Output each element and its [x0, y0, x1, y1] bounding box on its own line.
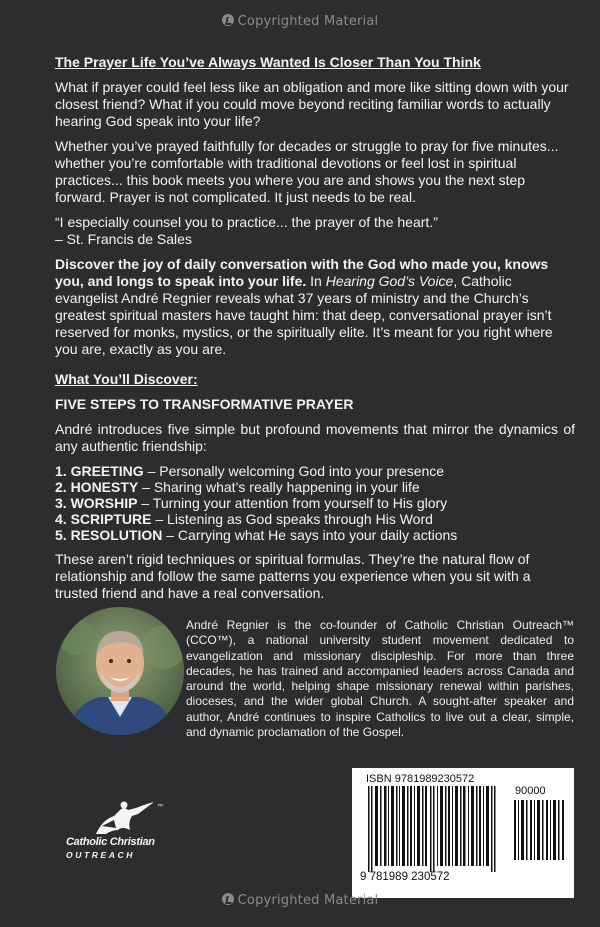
- steps-intro: André introduces five simple but profound movements that mirror the dynamics of any authentic friendship:: [55, 421, 575, 454]
- discover-paragraph: [55, 256, 575, 358]
- step-desc: – Personally welcoming God into your presence: [143, 463, 445, 479]
- discover-rest: , Catholic evangelist André Regnier reveals what 37 years of ministry and the Church’s greatest spiritual masters have taught him: that deep, conversational prayer isn’t reserved for monks, mystics, or the spiritually elite. It’s meant for you right where you are, exactly as you are.: [55, 273, 553, 357]
- main-heading: The Prayer Life You’ve Always Wanted Is Closer Than You Think: [55, 54, 481, 70]
- quote: “I especially counsel you to practice... the prayer of the heart.”: [55, 214, 438, 230]
- step-item: [55, 527, 575, 543]
- step-item: [55, 479, 575, 495]
- book-title: Hearing God’s Voice: [325, 273, 454, 289]
- barcode-digits: 9 781989 230572: [360, 871, 450, 883]
- closing-paragraph: These aren’t rigid techniques or spiritual formulas. They’re the natural flow of relationship and follow the same patterns you experience when you sit with a trusted friend and have a real conversation.: [55, 551, 531, 601]
- step-item: [55, 495, 575, 511]
- isbn-barcode: [352, 768, 574, 898]
- steps-list: [55, 463, 575, 543]
- step-desc: – Listening as God speaks through His Word: [151, 511, 433, 527]
- author-portrait-image: [56, 607, 184, 735]
- discover-pre: In: [306, 273, 326, 289]
- amazon-logo-icon: [222, 14, 234, 26]
- cco-figure-icon: [66, 800, 176, 836]
- cco-logo: [66, 800, 176, 865]
- step-label: 3. WORSHIP: [55, 495, 138, 511]
- step-label: 4. SCRIPTURE: [55, 511, 152, 527]
- logo-line1: Catholic Christian: [66, 836, 155, 848]
- amazon-logo-icon: [222, 893, 234, 905]
- watermark-top: [0, 14, 600, 29]
- author-photo: [56, 607, 184, 735]
- step-label: 2. HONESTY: [55, 479, 139, 495]
- step-desc: – Turning your attention from yourself to His glory: [137, 495, 448, 511]
- step-label: 5. RESOLUTION: [55, 527, 163, 543]
- step-label: 1. GREETING: [55, 463, 144, 479]
- price-barcode-bars: [512, 800, 566, 860]
- step-desc: – Carrying what He says into your daily actions: [162, 527, 458, 543]
- second-paragraph: Whether you’ve prayed faithfully for decades or struggle to pray for five minutes... whether you’re comfortable with traditional devotions or feel lost in spiritual practices... this book meets you where you are and shows you the next step forward. Prayer is not complicated. It just needs to be real.: [55, 138, 559, 205]
- step-item: [55, 511, 575, 527]
- quote-attribution: – St. Francis de Sales: [55, 231, 192, 247]
- intro-paragraph: What if prayer could feel less like an obligation and more like sitting down with your closest friend? What if you could move beyond reciting familiar words to actually hearing God speak into your life?: [55, 79, 569, 129]
- watermark-text: Copyrighted Material: [237, 893, 379, 908]
- author-bio: André Regnier is the co-founder of Catholic Christian Outreach™ (CCO™), a national university student movement dedicated to evangelization and missionary discipleship. For more than three decades, he has trained and accompanied leaders across Canada and around the world, helping shape missionary renewal within parishes, dioceses, and the wider global Church. A sought-after speaker and author, André continues to inspire Catholics to live out a clear, simple, and dynamic proclamation of the Gospel.: [186, 618, 574, 740]
- back-cover-copy: [55, 54, 575, 602]
- watermark-text: Copyrighted Material: [237, 14, 379, 29]
- trademark-mark: ™: [157, 804, 163, 810]
- watermark-bottom: [0, 893, 600, 908]
- step-desc: – Sharing what’s really happening in your life: [138, 479, 420, 495]
- logo-line2: OUTREACH: [66, 850, 135, 860]
- price-code: 90000: [515, 785, 546, 797]
- what-you-discover-heading: What You’ll Discover:: [55, 371, 198, 387]
- step-item: [55, 463, 575, 479]
- isbn-label: ISBN 9781989230572: [366, 773, 475, 785]
- barcode-bars: [360, 786, 510, 872]
- five-steps-heading: FIVE STEPS TO TRANSFORMATIVE PRAYER: [55, 396, 354, 412]
- discover-lead: Discover the joy of daily conversation with the God who made you, knows you, and longs to speak into your life.: [55, 256, 549, 289]
